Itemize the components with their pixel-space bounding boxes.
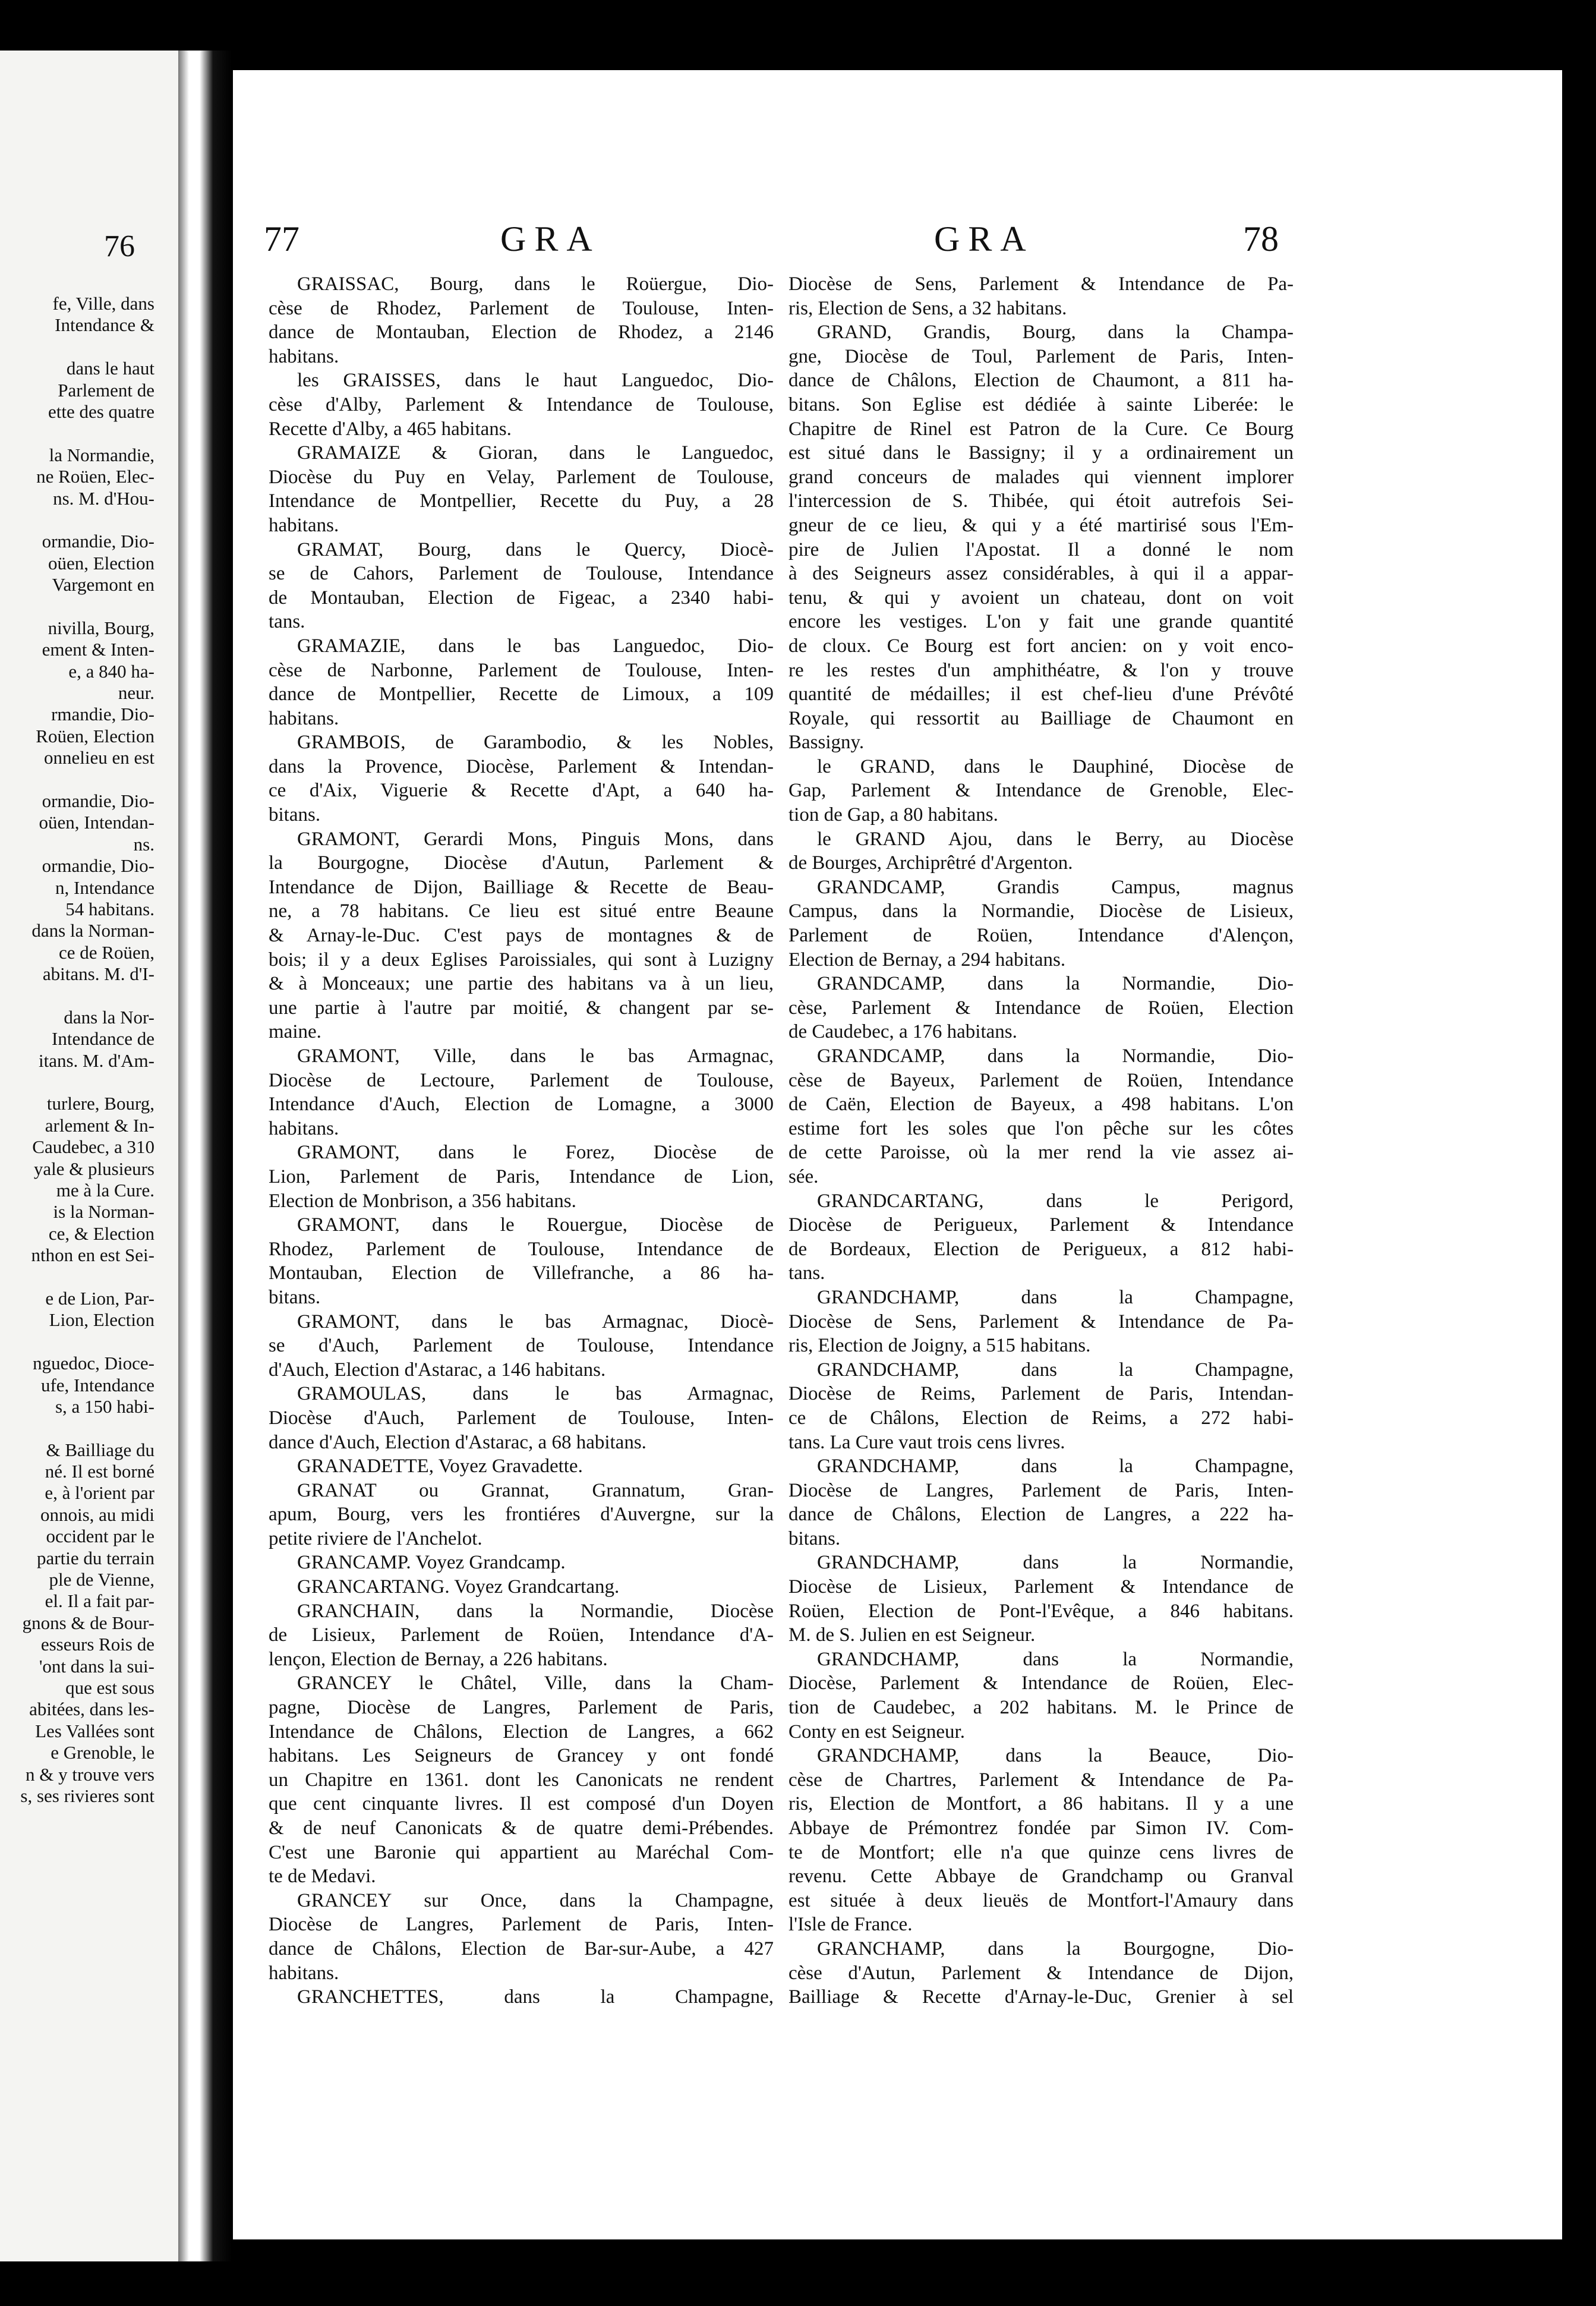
facing-page-text xyxy=(0,293,178,1807)
facing-page-line: la Normandie, xyxy=(49,444,154,465)
text-line: gne, Diocèse de Toul, Parlement de Paris, Inten- xyxy=(788,345,1294,367)
text-line: l'Isle de France. xyxy=(788,1914,913,1936)
facing-page-line: Caudebec, a 310 xyxy=(32,1136,154,1158)
text-line: grand conceurs de malades qui viennent implorer xyxy=(788,466,1294,488)
text-line: de Bourges, Archiprêtré d'Argenton. xyxy=(788,852,1073,874)
text-line: tans. La Cure vaut trois cens livres. xyxy=(788,1431,1065,1453)
text-line: Diocèse de Sens, Parlement & Intendance de Pa- xyxy=(788,1310,1294,1332)
text-line: Diocèse d'Auch, Parlement de Toulouse, Inten- xyxy=(269,1407,774,1429)
text-line: bitans. xyxy=(269,1286,321,1308)
facing-page-line: ormandie, Dio- xyxy=(42,790,154,811)
entry-headline: GRANDCHAMP, dans la Normandie, xyxy=(817,1552,1294,1574)
entry-headline: GRANCHAIN, dans la Normandie, Diocèse xyxy=(297,1600,774,1622)
text-line: cèse d'Autun, Parlement & Intendance de Dijon, xyxy=(788,1962,1294,1984)
text-line: ce d'Aix, Viguerie & Recette d'Apt, a 640 ha- xyxy=(269,780,774,802)
facing-page-line xyxy=(0,336,178,358)
entry-headline: GRANCHAMP, dans la Bourgogne, Dio- xyxy=(817,1938,1294,1960)
text-line: ce de Châlons, Election de Reims, a 272 habi- xyxy=(788,1407,1294,1429)
facing-page-line: e, a 840 ha- xyxy=(68,660,154,682)
text-line: tion de Caudebec, a 202 habitans. M. le Prince de xyxy=(788,1697,1294,1719)
text-line: se de Cahors, Parlement de Toulouse, Intendance xyxy=(269,563,774,585)
facing-page-line: fe, Ville, dans xyxy=(52,293,154,314)
text-line: tans. xyxy=(788,1262,825,1284)
facing-page-line: abitées, dans les- xyxy=(29,1699,154,1720)
text-line: Montauban, Election de Villefranche, a 86 ha- xyxy=(269,1262,774,1284)
text-line: habitans. Les Seigneurs de Grancey y ont fondé xyxy=(269,1745,774,1767)
facing-page-line xyxy=(0,1072,178,1093)
facing-page-line: e Grenoble, le xyxy=(51,1742,154,1763)
text-line: Gap, Parlement & Intendance de Grenoble, Elec- xyxy=(788,780,1294,802)
text-line: Campus, dans la Normandie, Diocèse de Lisieux, xyxy=(788,900,1294,922)
text-line: tenu, & qui y avoient un chateau, dont on voit xyxy=(788,587,1294,609)
text-line: te de Medavi. xyxy=(269,1866,376,1888)
entry-headline: le GRAND, dans le Dauphiné, Diocèse de xyxy=(817,755,1294,777)
page xyxy=(233,70,1562,2239)
facing-page-line: is la Norman- xyxy=(53,1201,154,1223)
text-line: bitans. Son Eglise est dédiée à sainte Liberée: le xyxy=(788,393,1294,415)
entry-headline: GRAMONT, dans le bas Armagnac, Diocè- xyxy=(297,1310,774,1332)
entry-headline: GRANDCARTANG, dans le Perigord, xyxy=(817,1190,1294,1212)
facing-page-line: nguedoc, Dioce- xyxy=(33,1353,154,1374)
text-line: Parlement de Roüen, Intendance d'Alençon, xyxy=(788,925,1294,947)
entry-headline: GRAMONT, Gerardi Mons, Pinguis Mons, dans xyxy=(297,828,774,850)
text-line: cèse de Rhodez, Parlement de Toulouse, Inten- xyxy=(269,297,774,319)
facing-page-line: nthon en est Sei- xyxy=(31,1245,154,1266)
text-line: Diocèse de Langres, Parlement de Paris, Inten- xyxy=(788,1479,1294,1501)
facing-page-line: n, Intendance xyxy=(55,877,154,898)
text-line: tion de Gap, a 80 habitans. xyxy=(788,804,998,826)
text-line: bitans. xyxy=(269,804,321,826)
facing-page-line xyxy=(0,1267,178,1288)
facing-page-line: neur. xyxy=(118,682,154,704)
text-line: habitans. xyxy=(269,707,339,729)
entry-headline: GRANDCHAMP, dans la Normandie, xyxy=(817,1648,1294,1670)
facing-page-line: dans le haut xyxy=(66,358,154,379)
text-line: ris, Election de Sens, a 32 habitans. xyxy=(788,297,1067,319)
text-line: un Chapitre en 1361. dont les Canonicats ne rendent xyxy=(269,1769,774,1791)
entry-headline: les GRAISSES, dans le haut Languedoc, Dio- xyxy=(297,370,774,392)
facing-page-line: 54 habitans. xyxy=(65,898,154,919)
text-line: Diocèse, Parlement & Intendance de Roüen, Elec- xyxy=(788,1672,1294,1694)
text-line: cèse d'Alby, Parlement & Intendance de Toulouse, xyxy=(269,393,774,415)
entry-headline: GRANDCAMP, Grandis Campus, magnus xyxy=(817,876,1294,898)
book-gutter xyxy=(178,51,232,2261)
text-line: que cent cinquante livres. Il est composé d'un Doyen xyxy=(269,1793,774,1815)
facing-page-line xyxy=(0,985,178,1007)
text-line: Diocèse de Lisieux, Parlement & Intendance de xyxy=(788,1576,1294,1598)
facing-page-line: oüen, Election xyxy=(48,552,154,574)
facing-page-line: ns. M. d'Hou- xyxy=(53,487,154,509)
text-line: habitans. xyxy=(269,345,339,367)
entry-headline: le GRAND Ajou, dans le Berry, au Diocèse xyxy=(817,828,1294,850)
facing-page-line: e, à l'orient par xyxy=(45,1482,154,1504)
facing-page-line: rmandie, Dio- xyxy=(51,704,154,725)
text-line: la Bourgogne, Diocèse d'Autun, Parlement & xyxy=(269,852,774,874)
text-line: dans la Provence, Diocèse, Parlement & Intendan- xyxy=(269,755,774,777)
facing-page-line: yale & plusieurs xyxy=(33,1158,154,1179)
text-line: Diocèse de Perigueux, Parlement & Intendance xyxy=(788,1214,1294,1236)
facing-page-line: abitans. M. d'I- xyxy=(42,963,154,985)
facing-page-line: Les Vallées sont xyxy=(35,1720,154,1741)
text-line: ris, Election de Montfort, a 86 habitans. Il y a une xyxy=(788,1793,1294,1815)
facing-page-line: partie du terrain xyxy=(37,1547,154,1568)
text-line: gneur de ce lieu, & qui y a été martirisé sous l'Em- xyxy=(788,514,1294,536)
facing-page-line xyxy=(0,423,178,444)
facing-page-line: ormandie, Dio- xyxy=(42,531,154,552)
text-line: Royale, qui ressortit au Bailliage de Chaumont en xyxy=(788,707,1294,729)
entry-headline: GRAMONT, Ville, dans le bas Armagnac, xyxy=(297,1045,774,1067)
entry-headline: GRANDCHAMP, dans la Champagne, xyxy=(817,1456,1294,1478)
facing-page-line: oüen, Intendan- xyxy=(39,812,154,833)
text-line: est située à deux lieuës de Montfort-l'Amaury dans xyxy=(788,1889,1294,1911)
facing-page-line: que est sous xyxy=(65,1677,154,1698)
page-number-left: 77 xyxy=(264,219,299,259)
text-line: Election de Bernay, a 294 habitans. xyxy=(788,949,1066,971)
page-number-right: 78 xyxy=(1243,219,1279,259)
text-line: Intendance de Montpellier, Recette du Puy, a 28 xyxy=(269,490,774,512)
text-line: ris, Election de Joigny, a 515 habitans. xyxy=(788,1335,1091,1357)
entry-headline: GRANDCAMP, dans la Normandie, Dio- xyxy=(817,1045,1294,1067)
facing-page-line: esseurs Rois de xyxy=(40,1634,154,1655)
entry-headline: GRANDCAMP, dans la Normandie, Dio- xyxy=(817,973,1294,995)
facing-page-line: ns. xyxy=(133,833,154,855)
text-line: Conty en est Seigneur. xyxy=(788,1721,965,1743)
text-line: de Caudebec, a 176 habitans. xyxy=(788,1021,1017,1043)
text-line: se d'Auch, Parlement de Toulouse, Intendance xyxy=(269,1335,774,1357)
facing-page-line: occident par le xyxy=(46,1526,154,1547)
text-line: Diocèse du Puy en Velay, Parlement de Toulouse, xyxy=(269,466,774,488)
text-line: Bassigny. xyxy=(788,732,865,754)
text-line: cèse de Bayeux, Parlement de Roüen, Intendance xyxy=(788,1069,1294,1091)
entry-headline: GRAMONT, dans le Forez, Diocèse de xyxy=(297,1142,774,1164)
facing-page-line: Parlement de xyxy=(58,379,154,401)
text-line: de Montauban, Election de Figeac, a 2340 habi- xyxy=(269,587,774,609)
entry-headline: GRAND, Grandis, Bourg, dans la Champa- xyxy=(817,322,1294,344)
text-line: C'est une Baronie qui appartient au Maréchal Com- xyxy=(269,1841,774,1863)
entry-headline: GRANDCHAMP, dans la Champagne, xyxy=(817,1286,1294,1308)
text-line: encore les vestiges. L'on y fait une grande quantité xyxy=(788,611,1294,633)
running-header xyxy=(233,219,1562,266)
facing-page-line: Intendance & xyxy=(55,314,154,336)
text-line: de Bordeaux, Election de Perigueux, a 812 habi- xyxy=(788,1238,1294,1260)
facing-page-line: n & y trouve vers xyxy=(26,1763,154,1785)
text-line: dance de Châlons, Election de Bar-sur-Aube, a 427 xyxy=(269,1938,774,1960)
text-line: de cette Paroisse, où la mer rend la vie assez ai- xyxy=(788,1142,1294,1164)
text-line: Election de Monbrison, a 356 habitans. xyxy=(269,1190,576,1212)
facing-page-line: me à la Cure. xyxy=(56,1180,154,1201)
facing-page-line: ce de Roüen, xyxy=(59,941,154,963)
facing-page-line: ce, & Election xyxy=(48,1223,154,1244)
text-line: Intendance d'Auch, Election de Lomagne, a 3000 xyxy=(269,1094,774,1116)
text-line: dance de Châlons, Election de Chaumont, a 811 ha- xyxy=(788,370,1294,392)
text-line: Rhodez, Parlement de Toulouse, Intendance de xyxy=(269,1238,774,1260)
entry-headline: GRANDCHAMP, dans la Champagne, xyxy=(817,1359,1294,1381)
text-line: quantité de médailles; il est chef-lieu d'une Prévôté xyxy=(788,683,1294,705)
running-head-left: GRA xyxy=(500,219,601,259)
text-line: Bailliage & Recette d'Arnay-le-Duc, Grenier à sel xyxy=(788,1986,1294,2008)
facing-page-line: Roüen, Election xyxy=(36,725,154,746)
entry-headline: GRANCHETTES, dans la Champagne, xyxy=(297,1986,774,2008)
text-line: Intendance de Dijon, Bailliage & Recette de Beau- xyxy=(269,876,774,898)
text-line: habitans. xyxy=(269,1117,339,1139)
facing-page-line: Lion, Election xyxy=(49,1309,154,1331)
entry-headline: GRAMAT, Bourg, dans le Quercy, Diocè- xyxy=(297,538,774,560)
facing-page-line xyxy=(0,509,178,531)
running-head-right: GRA xyxy=(934,219,1034,259)
entry-headline: GRAMOULAS, dans le bas Armagnac, xyxy=(297,1383,774,1405)
text-column-left xyxy=(269,272,774,2009)
facing-page-line: ufe, Intendance xyxy=(40,1374,154,1395)
entry-headline: GRANDCHAMP, dans la Beauce, Dio- xyxy=(817,1745,1294,1767)
facing-page-line: el. Il a fait par- xyxy=(45,1590,154,1612)
text-line: Recette d'Alby, a 465 habitans. xyxy=(269,418,512,440)
facing-page-line: né. Il est borné xyxy=(45,1461,154,1482)
text-line: de Caën, Election de Bayeux, a 498 habitans. L'on xyxy=(788,1094,1294,1116)
facing-page-line: s, a 150 habi- xyxy=(55,1395,154,1417)
text-line: pire de Julien l'Apostat. Il a donné le nom xyxy=(788,538,1294,560)
facing-page-line xyxy=(0,1331,178,1353)
text-line: pagne, Diocèse de Langres, Parlement de Paris, xyxy=(269,1697,774,1719)
text-line: Lion, Parlement de Paris, Intendance de Lion, xyxy=(269,1165,774,1187)
text-line: habitans. xyxy=(269,514,339,536)
text-line: lençon, Election de Bernay, a 226 habitans. xyxy=(269,1648,608,1670)
entry-headline: GRAMAZIE, dans le bas Languedoc, Dio- xyxy=(297,635,774,657)
facing-page-line: onnelieu en est xyxy=(44,747,154,768)
facing-page-line xyxy=(0,596,178,617)
entry-headline: GRANCAMP. Voyez Grandcamp. xyxy=(297,1552,566,1574)
facing-page-line: turlere, Bourg, xyxy=(46,1093,154,1114)
text-line: de Lisieux, Parlement de Roüen, Intendance d'A- xyxy=(269,1624,774,1646)
facing-page-line xyxy=(0,769,178,790)
text-line: M. de S. Julien en est Seigneur. xyxy=(788,1624,1036,1646)
facing-page-line: gnons & de Bour- xyxy=(22,1612,154,1633)
text-line: une partie à l'autre par moitié, & changent par se- xyxy=(269,997,774,1019)
text-line: dance de Montauban, Election de Rhodez, a 2146 xyxy=(269,322,774,344)
text-line: bitans. xyxy=(788,1527,841,1549)
text-line: & Arnay-le-Duc. C'est pays de montagnes & de xyxy=(269,925,774,947)
facing-page-fragment xyxy=(0,51,178,2261)
facing-page-line: 'ont dans la sui- xyxy=(39,1655,154,1677)
text-line: est situé dans le Bassigny; il y a ordinairement un xyxy=(788,442,1294,464)
text-line: sée. xyxy=(788,1165,819,1187)
facing-page-line: dans la Nor- xyxy=(64,1006,154,1028)
entry-headline: GRAISSAC, Bourg, dans le Roüergue, Dio- xyxy=(297,273,774,295)
facing-page-line: Vargemont en xyxy=(52,574,154,596)
text-line: cèse de Narbonne, Parlement de Toulouse, Inten- xyxy=(269,659,774,681)
facing-page-line: ette des quatre xyxy=(48,401,154,422)
text-line: Diocèse de Langres, Parlement de Paris, Inten- xyxy=(269,1914,774,1936)
facing-page-line: arlement & In- xyxy=(45,1114,154,1136)
text-line: estime fort les soles que l'on pêche sur les côtes xyxy=(788,1117,1294,1139)
text-line: l'intercession de S. Thibée, qui étoit autrefois Sei- xyxy=(788,490,1294,512)
text-line: Roüen, Election de Pont-l'Evêque, a 846 habitans. xyxy=(788,1600,1294,1622)
entry-headline: GRAMAIZE & Gioran, dans le Languedoc, xyxy=(297,442,774,464)
text-line: cèse, Parlement & Intendance de Roüen, Election xyxy=(788,997,1294,1019)
text-line: Chapitre de Rinel est Patron de la Cure. Ce Bourg xyxy=(788,418,1294,440)
entry-headline: GRANCARTANG. Voyez Grandcartang. xyxy=(297,1576,620,1598)
facing-page-line: itans. M. d'Am- xyxy=(38,1050,154,1071)
text-line: tans. xyxy=(269,611,305,633)
facing-page-line: onnois, au midi xyxy=(40,1504,154,1525)
facing-page-line xyxy=(0,1417,178,1439)
text-line: Intendance de Châlons, Election de Langres, a 662 xyxy=(269,1721,774,1743)
entry-headline: GRANADETTE, Voyez Gravadette. xyxy=(297,1456,583,1478)
text-line: Diocèse de Lectoure, Parlement de Toulouse, xyxy=(269,1069,774,1091)
text-line: re les restes d'un amphithéatre, & l'on y trouve xyxy=(788,659,1294,681)
text-line: Diocèse de Reims, Parlement de Paris, Intendan- xyxy=(788,1383,1294,1405)
text-line: dance de Montpellier, Recette de Limoux, a 109 xyxy=(269,683,774,705)
facing-page-line: s, ses rivieres sont xyxy=(20,1785,154,1806)
facing-page-line: ormandie, Dio- xyxy=(42,855,154,877)
text-line: dance de Châlons, Election de Langres, a 222 ha- xyxy=(788,1504,1294,1526)
text-line: bois; il y a deux Eglises Paroissiales, qui sont à Luzigny xyxy=(269,949,774,971)
text-line: te de Montfort; elle n'a que quinze cens livres de xyxy=(788,1841,1294,1863)
text-line: petite riviere de l'Anchelot. xyxy=(269,1527,482,1549)
text-line: d'Auch, Election d'Astarac, a 146 habitans. xyxy=(269,1359,606,1381)
facing-page-line: ement & Inten- xyxy=(42,639,154,660)
text-line: maine. xyxy=(269,1021,321,1043)
entry-headline: GRAMONT, dans le Rouergue, Diocèse de xyxy=(297,1214,774,1236)
facing-page-line: dans la Norman- xyxy=(31,920,154,941)
text-line: à des Seigneurs assez considérables, à qui il a appar- xyxy=(788,563,1294,585)
facing-page-line: nivilla, Bourg, xyxy=(48,617,154,638)
text-line: ne, a 78 habitans. Ce lieu est situé entre Beaune xyxy=(269,900,774,922)
facing-page-line: & Bailliage du xyxy=(46,1439,154,1460)
facing-page-line: ple de Vienne, xyxy=(49,1569,154,1590)
text-line: cèse de Chartres, Parlement & Intendance de Pa- xyxy=(788,1769,1294,1791)
entry-headline: GRANCEY sur Once, dans la Champagne, xyxy=(297,1889,774,1911)
facing-page-line: e de Lion, Par- xyxy=(45,1287,154,1309)
text-column-right xyxy=(788,272,1294,2009)
entry-headline: GRANCEY le Châtel, Ville, dans la Cham- xyxy=(297,1672,774,1694)
text-line: revenu. Cette Abbaye de Grandchamp ou Granval xyxy=(788,1866,1294,1888)
text-line: & de neuf Canonicats & de quatre demi-Prébendes. xyxy=(269,1817,774,1839)
text-line: Diocèse de Sens, Parlement & Intendance de Pa- xyxy=(788,273,1294,295)
text-line: habitans. xyxy=(269,1962,339,1984)
entry-headline: GRAMBOIS, de Garambodio, & les Nobles, xyxy=(297,732,774,754)
facing-page-number: 76 xyxy=(104,229,135,263)
facing-page-line: Intendance de xyxy=(52,1028,154,1050)
text-line: & à Monceaux; une partie des habitans va à un lieu, xyxy=(269,973,774,995)
text-line: apum, Bourg, vers les frontiéres d'Auvergne, sur la xyxy=(269,1504,774,1526)
entry-headline: GRANAT ou Grannat, Grannatum, Gran- xyxy=(297,1479,774,1501)
text-line: dance d'Auch, Election d'Astarac, a 68 habitans. xyxy=(269,1431,646,1453)
text-line: Abbaye de Prémontrez fondée par Simon IV. Com- xyxy=(788,1817,1294,1839)
facing-page-line: ne Roüen, Elec- xyxy=(36,466,154,487)
text-line: de cloux. Ce Bourg est fort ancien: on y voit enco- xyxy=(788,635,1294,657)
